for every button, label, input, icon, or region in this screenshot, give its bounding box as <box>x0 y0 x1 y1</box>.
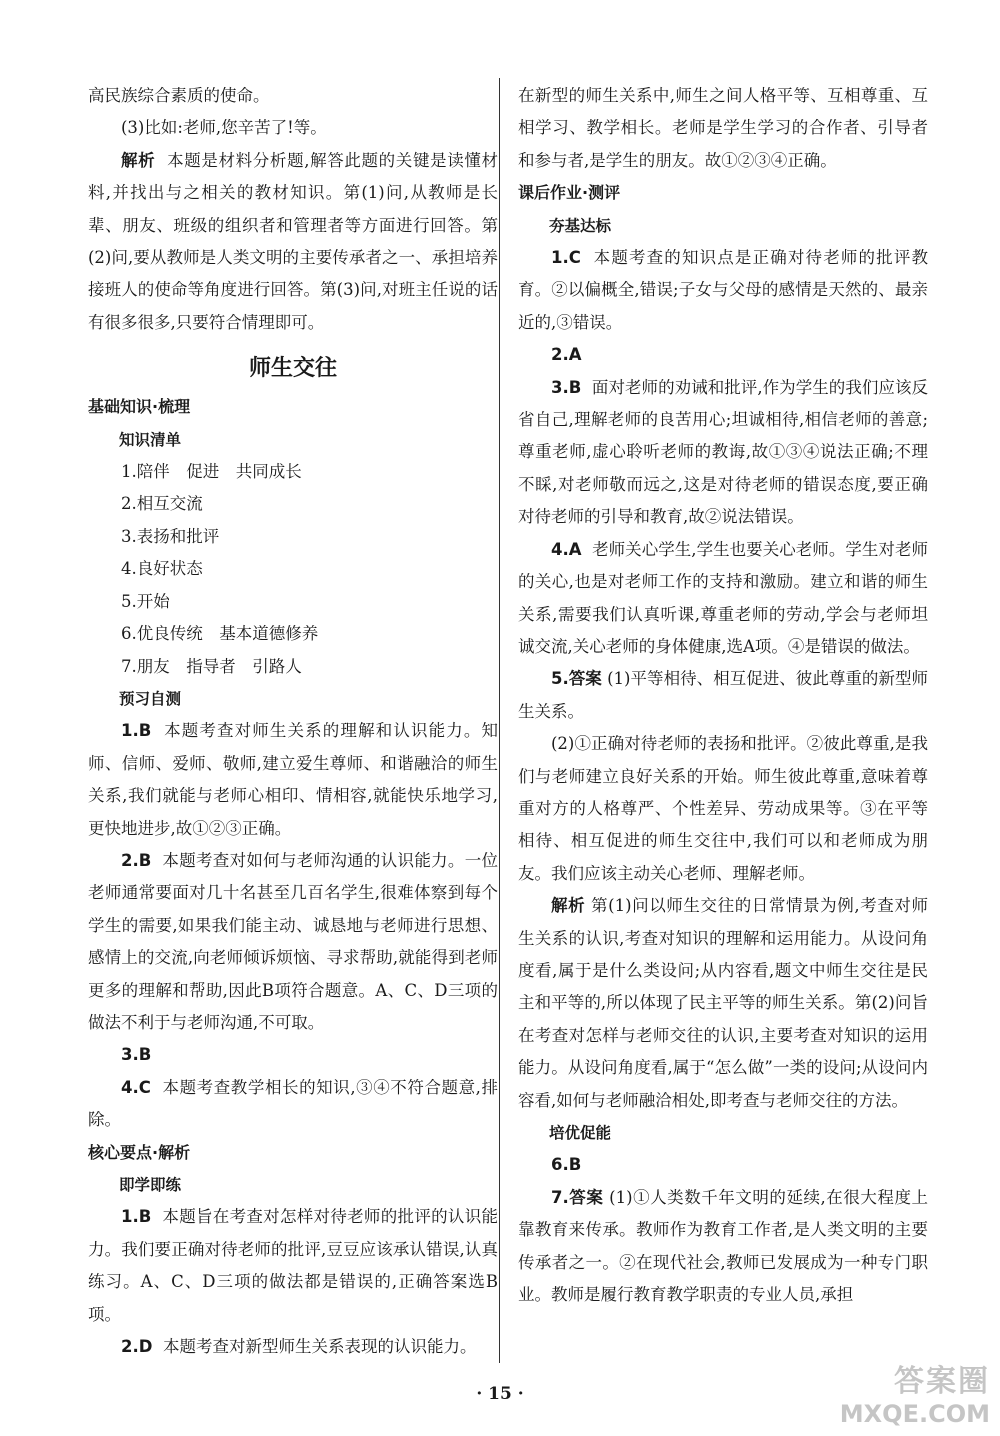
question-number: 6.B <box>551 1155 582 1175</box>
answer-label: 答案 <box>568 669 602 689</box>
preview-question <box>88 845 498 1039</box>
section-title: 师生交往 <box>248 356 337 382</box>
knowledge-item: 6.优良传统 基本道德修养 <box>121 624 319 644</box>
homework-question <box>518 1182 928 1312</box>
watermark-logo <box>830 1356 990 1426</box>
practice-heading: 即学即练 <box>119 1176 182 1194</box>
knowledge-list-heading: 知识清单 <box>119 430 182 449</box>
question-text: 本题考查对师生关系的理解和认识能力。知师、信师、爱师、敬师,建立爱生尊师、和谐融洽的师生关系,我们就能与老师心相印、情相容,就能快乐地学习,更快地进步,故①②③正确。 <box>88 721 498 838</box>
foundation-heading: 夯基达标 <box>549 216 612 235</box>
question-text: 本题考查对如何与老师沟通的认识能力。一位老师通常要面对几十名甚至几百名学生,很难体察到每个学生的需要,如果我们能主动、诚恳地与老师进行思想、感情上的交流,向老师倾诉烦恼、寻求帮助,就能得到老师更多的理解和帮助,因此B项符合题意。A、C、D三项的做法不利于与老师沟通,不可取。 <box>88 850 498 1032</box>
question-number: 7. <box>551 1187 569 1207</box>
question-number: 5. <box>551 669 569 689</box>
knowledge-item: 5.开始 <box>121 591 170 611</box>
page-number: · 15 · <box>476 1384 524 1404</box>
basic-heading: 基础知识·梳理 <box>88 397 191 417</box>
question-number: 2.B <box>121 850 152 870</box>
question-number: 4.C <box>121 1077 151 1097</box>
question-text: (1)①人类数千年文明的延续,在很大程度上靠教育来传承。教师作为教育工作者,是人类文明的主要传承者之一。②在现代社会,教师已发展成为一种专门职业。教师是履行教育教学职责的专业人员,承担 <box>518 1187 929 1305</box>
question-number: 1.B <box>121 721 152 741</box>
example-line: (3)比如:老师,您辛苦了!等。 <box>121 118 327 138</box>
left-column <box>88 80 498 1363</box>
question-number: 3.B <box>551 377 582 397</box>
question-number: 2.A <box>551 345 582 365</box>
answer-label: 答案 <box>568 1187 604 1207</box>
question-text: 老师关心学生,学生也要关心老师。学生对老师的关心,也是对老师工作的支持和激励。建立和谐的师生关系,需要我们认真听课,尊重老师的劳动,学会与老师坦诚交流,关心老师的身体健康,选A项。④是错误的做法。 <box>518 539 928 656</box>
question-text: 本题考查教学相长的知识,③④不符合题意,排除。 <box>88 1077 498 1130</box>
advance-heading: 培优促能 <box>549 1124 612 1142</box>
preview-heading: 预习自测 <box>119 689 182 708</box>
homework-question <box>518 534 928 664</box>
knowledge-item: 7.朋友 指导者 引路人 <box>121 656 302 676</box>
homework-question <box>518 242 928 339</box>
watermark-bottom: MXQE.COM <box>839 1400 990 1428</box>
continued-text: 在新型的师生关系中,师生之间人格平等、互相尊重、互相学习、教学相长。老师是学生学习的合作者、引导者和参与者,是学生的朋友。故①②③④正确。 <box>518 86 928 170</box>
watermark-top: 答案圈 <box>894 1364 990 1399</box>
knowledge-item: 4.良好状态 <box>121 559 203 579</box>
preview-question <box>88 715 498 845</box>
homework-question <box>518 663 928 728</box>
homework-heading: 课后作业·测评 <box>518 183 621 203</box>
question-number: 2.D <box>121 1337 153 1357</box>
analysis-text: 本题是材料分析题,解答此题的关键是读懂材料,并找出与之相关的教材知识。第(1)问,从教师是长辈、朋友、班级的组织者和管理者等方面进行回答。第(2)问,要从教师是人类文明的主要传承者之一、承担培养接班人的使命等角度进行回答。第(3)问,对班主任说的话有很多很多,只要符合情理即可。 <box>88 150 499 332</box>
right-column <box>518 80 928 1311</box>
core-heading: 核心要点·解析 <box>88 1142 191 1162</box>
question-number: 1.C <box>551 248 581 268</box>
intro-line: 高民族综合素质的使命。 <box>88 86 270 105</box>
question-text: 本题旨在考查对怎样对待老师的批评的认识能力。我们要正确对待老师的批评,豆豆应该承认错误,认真练习。A、C、D三项的做法都是错误的,正确答案选B项。 <box>88 1207 498 1324</box>
question-text: 本题考查对新型师生关系表现的认识能力。 <box>162 1337 477 1357</box>
analysis-label: 解析 <box>551 896 586 916</box>
question-number: 3.B <box>121 1045 152 1065</box>
analysis-text: 第(1)问以师生交往的日常情景为例,考查对师生关系的认识,考查对知识的理解和运用能力。从设问角度看,属于是什么类设问;从内容看,题文中师生交往是民主和平等的,所以体现了民主平等的师生关系。第(2)问旨在考查对怎样与老师交往的认识,主要考查对知识的运用能力。从设问角度看,属于“怎么做”一类的设问;从设问内容看,如何与老师融洽相处,即考查与老师交往的方法。 <box>518 896 928 1110</box>
answer-continuation: (2)①正确对待老师的表扬和批评。②彼此尊重,是我们与老师建立良好关系的开始。师生彼此尊重,意味着尊重对方的人格尊严、个性差异、劳动成果等。③在平等相待、相互促进的师生交往中,我们可以和老师成为朋友。我们应该主动关心老师、理解老师。 <box>518 734 928 883</box>
practice-question <box>88 1201 498 1331</box>
preview-question <box>88 1039 498 1071</box>
analysis-label: 解析 <box>121 150 156 170</box>
preview-question <box>88 1072 498 1137</box>
question-number: 4.A <box>551 539 582 559</box>
homework-question <box>518 372 928 534</box>
knowledge-item: 1.陪伴 促进 共同成长 <box>121 462 302 482</box>
analysis-paragraph <box>88 145 498 339</box>
question-text: (1)平等相待、相互促进、彼此尊重的新型师生关系。 <box>518 669 929 721</box>
question-text: 面对老师的劝诫和批评,作为学生的我们应该反省自己,理解老师的良苦用心;坦诚相待,相信老师的善意;尊重老师,虚心聆听老师的教诲,故①③④说法正确;不理不睬,对老师敬而远之,这是对待老师的错误态度,要正确对待老师的引导和教育,故②说法错误。 <box>518 377 928 527</box>
practice-question <box>88 1331 498 1363</box>
homework-question <box>518 1149 928 1181</box>
knowledge-item: 2.相互交流 <box>121 494 203 514</box>
question-text: 本题考查的知识点是正确对待老师的批评教育。②以偏概全,错误;子女与父母的感情是天然的、最亲近的,③错误。 <box>518 248 928 332</box>
column-divider <box>499 78 500 1363</box>
analysis-paragraph <box>518 890 928 1117</box>
knowledge-item: 3.表扬和批评 <box>121 526 220 546</box>
homework-question <box>518 339 928 371</box>
question-number: 1.B <box>121 1207 152 1227</box>
